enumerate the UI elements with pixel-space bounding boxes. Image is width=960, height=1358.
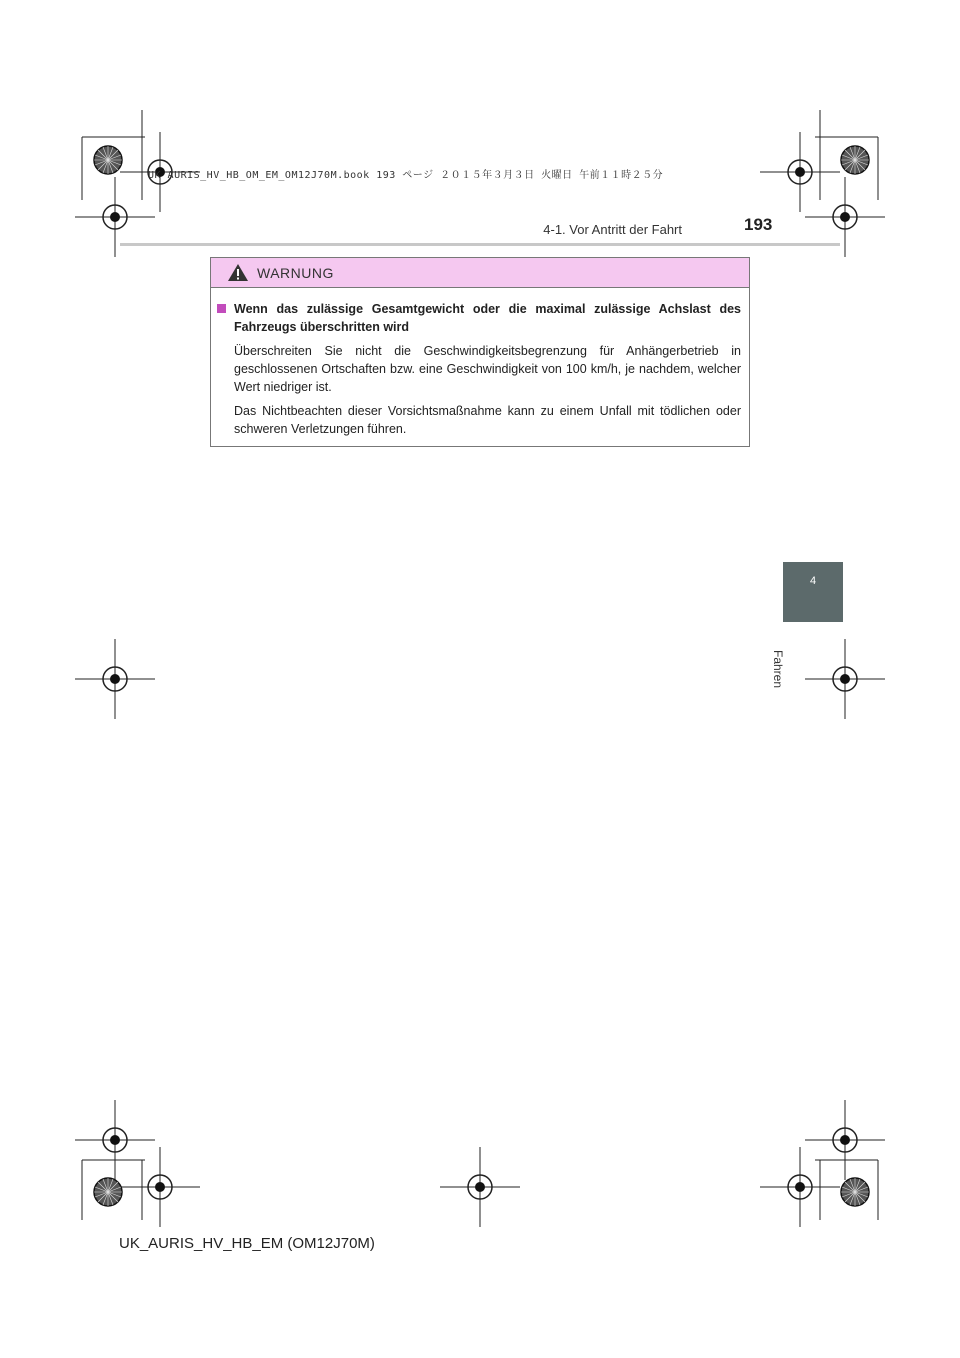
bullet-square-icon (217, 304, 226, 313)
document-code: UK_AURIS_HV_HB_EM (OM12J70M) (119, 1235, 375, 1252)
warning-item-heading (217, 300, 741, 336)
print-info-line: UK AURIS_HV_HB_OM_EM_OM12J70M.book 193 ページ ２０１５年３月３日 火曜日 午前１１時２５分 (148, 170, 664, 181)
header-rule (120, 243, 840, 246)
warning-paragraph: Überschreiten Sie nicht die Geschwindigkeitsbegrenzung für Anhängerbetrieb in geschlossenen Ortschaften bzw. eine Geschwindigkeit von 100 km/h, je nachdem, welcher Wert niedriger ist. (234, 344, 741, 394)
chapter-number: 4 (809, 575, 817, 587)
section-title: 4-1. Vor Antritt der Fahrt (543, 222, 682, 237)
chapter-label: Fahren (771, 650, 785, 689)
warning-box (210, 257, 750, 447)
warning-body (211, 288, 749, 438)
warning-item-title: Wenn das zulässige Gesamtgewicht oder die maximal zulässige Achslast des Fahrzeugs überschritten wird (234, 302, 741, 334)
warning-header (211, 258, 749, 288)
warning-title: WARNUNG (257, 264, 334, 281)
chapter-tab (783, 562, 843, 622)
warning-paragraph: Das Nichtbeachten dieser Vorsichtsmaßnahme kann zu einem Unfall mit tödlichen oder schweren Verletzungen führen. (234, 404, 741, 436)
page-number: 193 (744, 215, 773, 234)
warning-triangle-icon (227, 263, 249, 282)
